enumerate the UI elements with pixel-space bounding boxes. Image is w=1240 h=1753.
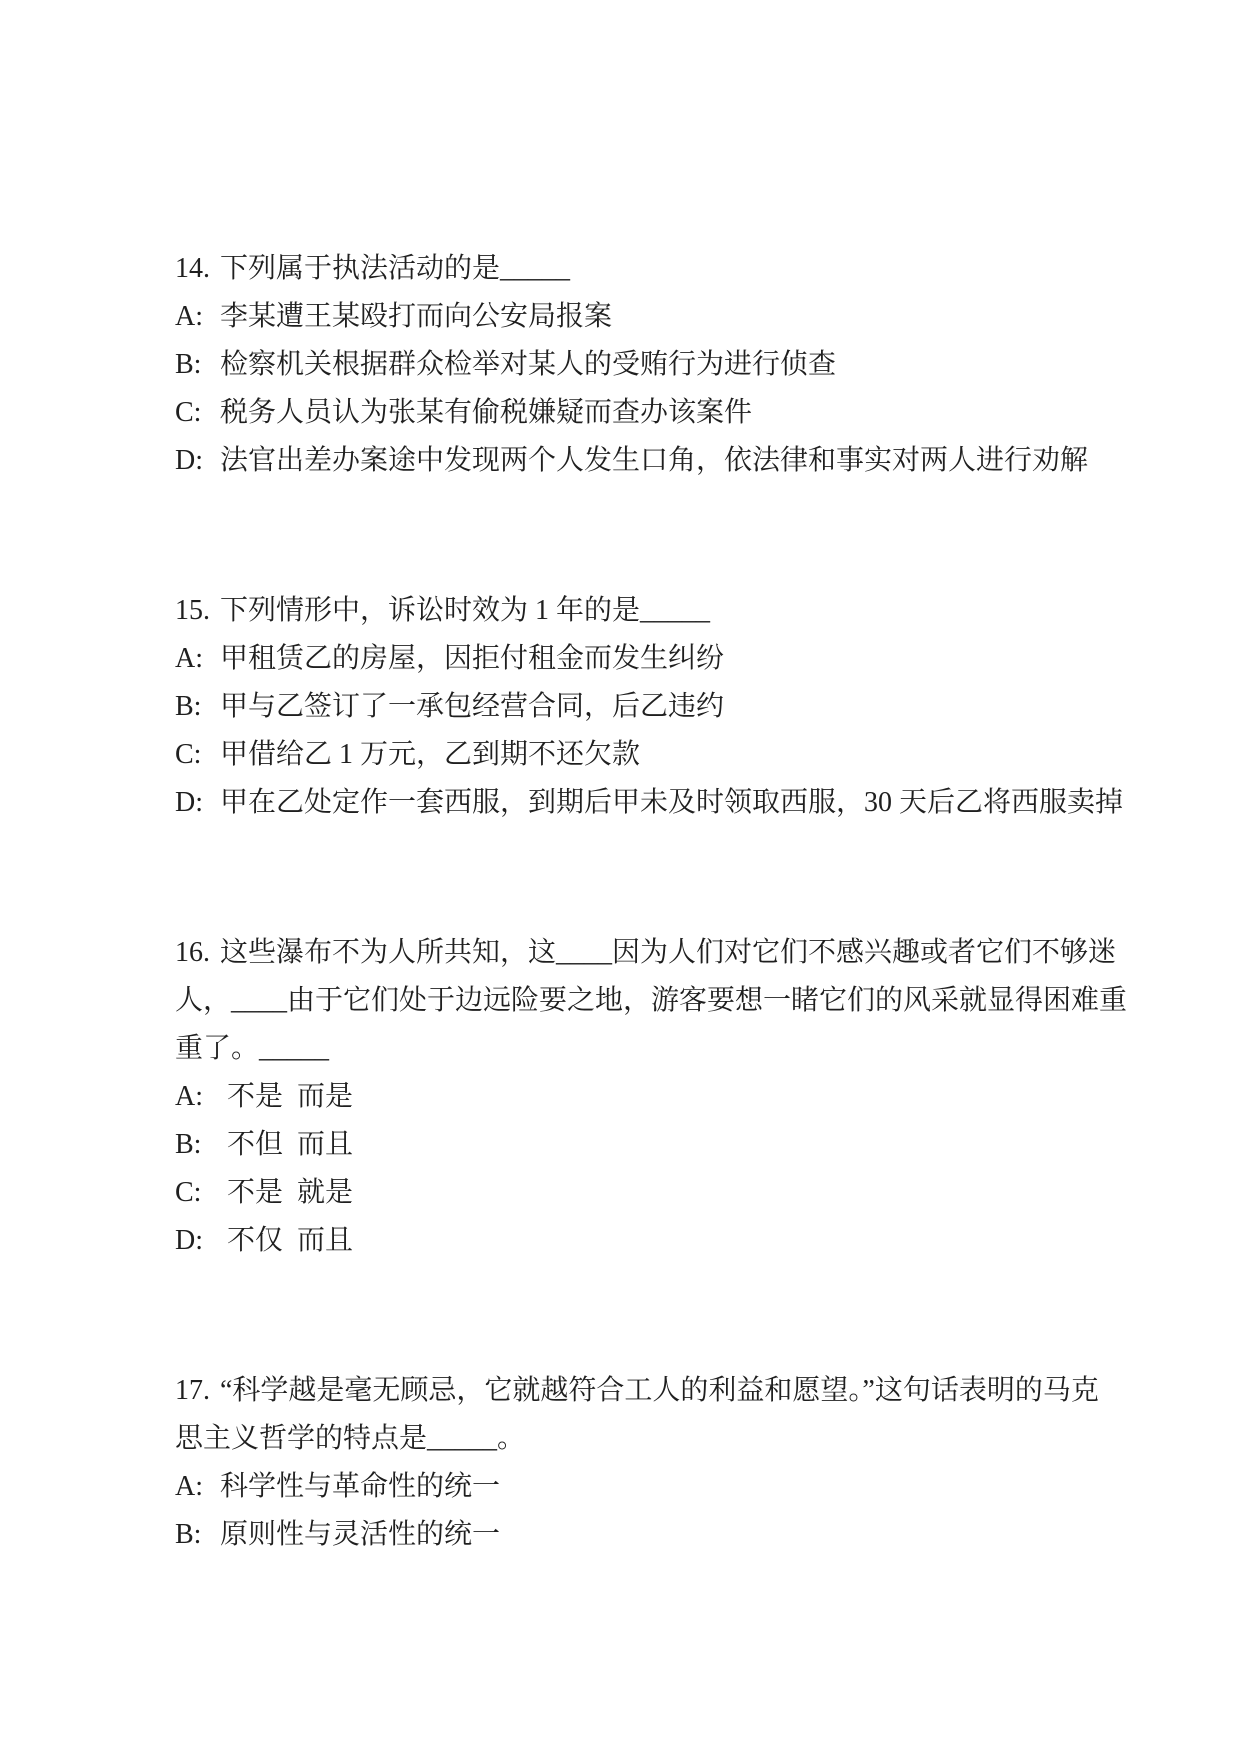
question-17 xyxy=(175,1367,1099,1559)
option-text: 检察机关根据群众检举对某人的受贿行为进行侦查 xyxy=(220,349,837,380)
question-stem: 下列属于执法活动的是_____ xyxy=(220,253,571,284)
option-text: 不是 而是 xyxy=(220,1081,354,1112)
option-label: A: xyxy=(175,643,203,674)
question-number: 15. xyxy=(175,595,210,626)
option-row-c xyxy=(175,389,1075,437)
option-text: 不但 而且 xyxy=(220,1129,354,1160)
option-row-b xyxy=(175,341,1075,389)
question-stem-line xyxy=(175,1367,1099,1415)
question-stem-line xyxy=(175,1415,1075,1463)
question-stem: 这些瀑布不为人所共知，这____因为人们对它们不感兴趣或者它们不够迷 xyxy=(220,937,1117,968)
option-row-d xyxy=(175,1217,1075,1265)
option-text: 不仅 而且 xyxy=(220,1225,354,1256)
option-text: 不是 就是 xyxy=(220,1177,354,1208)
question-stem-line xyxy=(175,245,1075,293)
option-text: 税务人员认为张某有偷税嫌疑而查办该案件 xyxy=(220,397,753,428)
option-row-c xyxy=(175,1169,1075,1217)
question-14 xyxy=(175,245,1089,485)
option-row-d xyxy=(175,779,1124,827)
option-text: 甲借给乙 1 万元，乙到期不还欠款 xyxy=(220,739,641,770)
option-label: A: xyxy=(175,301,203,332)
option-row-a xyxy=(175,635,1075,683)
option-label: C: xyxy=(175,739,202,770)
option-label: D: xyxy=(175,1225,203,1256)
option-label: B: xyxy=(175,1129,202,1160)
option-label: D: xyxy=(175,445,203,476)
option-text: 甲在乙处定作一套西服，到期后甲未及时领取西服，30 天后乙将西服卖掉 xyxy=(220,787,1124,818)
option-text: 李某遭王某殴打而向公安局报案 xyxy=(220,301,613,332)
question-stem: 下列情形中，诉讼时效为 1 年的是_____ xyxy=(220,595,711,626)
option-label: D: xyxy=(175,787,203,818)
option-row-b xyxy=(175,1121,1075,1169)
question-stem: 人，____由于它们处于边远险要之地，游客要想一睹它们的风采就显得困难重 xyxy=(175,985,1128,1016)
question-stem: 重了。_____ xyxy=(175,1033,330,1064)
option-row-a xyxy=(175,1463,1075,1511)
option-row-a xyxy=(175,1073,1075,1121)
option-label: B: xyxy=(175,1519,202,1550)
question-stem: 思主义哲学的特点是_____。 xyxy=(175,1423,526,1454)
option-row-c xyxy=(175,731,1075,779)
question-stem-line xyxy=(175,1025,1075,1073)
question-number: 14. xyxy=(175,253,210,284)
option-label: A: xyxy=(175,1081,203,1112)
option-text: 原则性与灵活性的统一 xyxy=(220,1519,501,1550)
question-stem: “科学越是毫无顾忌，它就越符合工人的利益和愿望。”这句话表明的马克 xyxy=(220,1375,1099,1406)
option-row-b xyxy=(175,1511,1075,1559)
option-label: A: xyxy=(175,1471,203,1502)
question-stem-line xyxy=(175,929,1117,977)
option-row-a xyxy=(175,293,1075,341)
question-16 xyxy=(175,929,1128,1265)
option-text: 甲与乙签订了一承包经营合同，后乙违约 xyxy=(220,691,725,722)
exam-question-list xyxy=(175,245,1128,1559)
option-label: C: xyxy=(175,397,202,428)
question-15 xyxy=(175,587,1124,827)
question-stem-line xyxy=(175,587,1075,635)
option-text: 甲租赁乙的房屋，因拒付租金而发生纠纷 xyxy=(220,643,725,674)
option-label: B: xyxy=(175,349,202,380)
option-label: C: xyxy=(175,1177,202,1208)
option-row-d xyxy=(175,437,1089,485)
question-stem-line xyxy=(175,977,1128,1025)
option-label: B: xyxy=(175,691,202,722)
option-text: 科学性与革命性的统一 xyxy=(220,1471,501,1502)
question-number: 16. xyxy=(175,937,210,968)
option-row-b xyxy=(175,683,1075,731)
option-text: 法官出差办案途中发现两个人发生口角，依法律和事实对两人进行劝解 xyxy=(220,445,1089,476)
question-number: 17. xyxy=(175,1375,210,1406)
